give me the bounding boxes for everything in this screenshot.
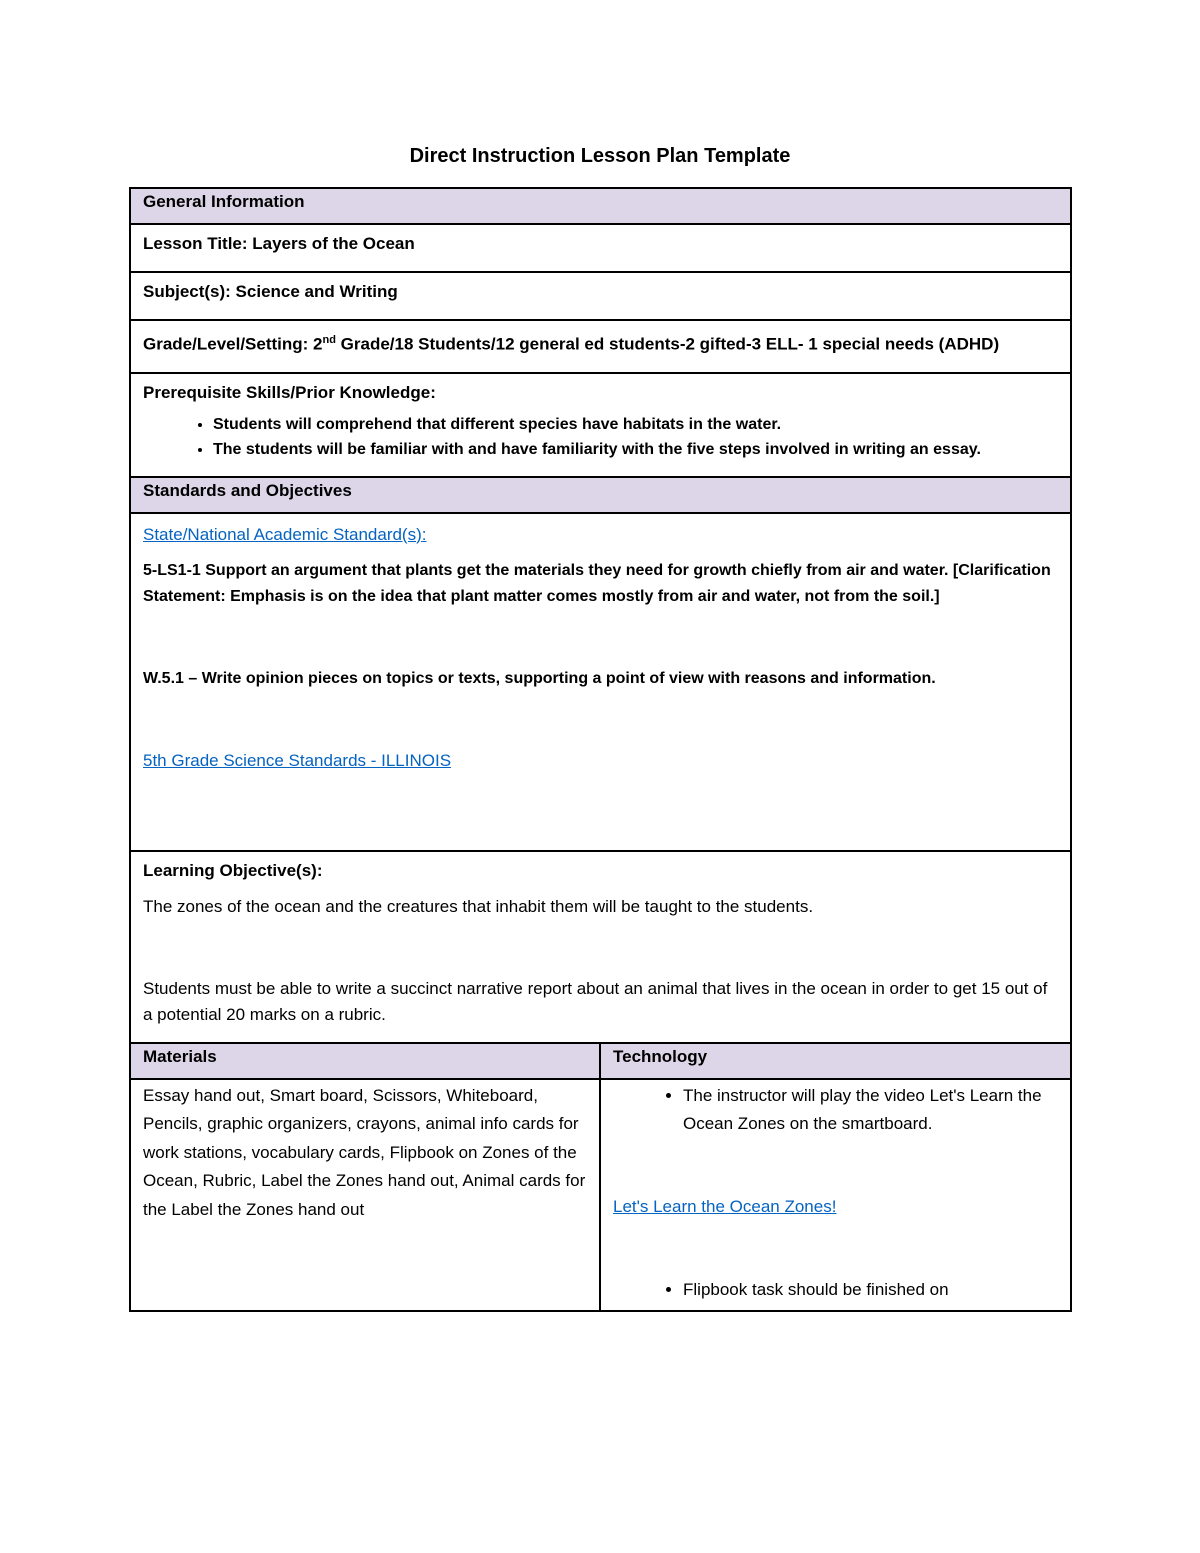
materials-list: Essay hand out, Smart board, Scissors, Whiteboard, Pencils, graphic organizers, crayons, animal info cards for work stations, vocabulary cards, Flipbook on Zones of the Ocean, Rubric, Label the Zones hand out, Animal cards for the Label the Zones hand out [130, 1079, 600, 1311]
materials-heading: Materials [130, 1043, 600, 1079]
technology-heading: Technology [600, 1043, 1071, 1079]
prerequisite-row [130, 373, 1071, 477]
ocean-zones-video-link[interactable]: Let's Learn the Ocean Zones! [613, 1196, 837, 1216]
state-standards-link[interactable]: State/National Academic Standard(s): [143, 524, 427, 544]
technology-list-2 [613, 1276, 1058, 1304]
subjects: Subject(s): Science and Writing [130, 272, 1071, 320]
objective-2: Students must be able to write a succinct narrative report about an animal that lives in the ocean in order to get 15 out of a potential 20 marks on a rubric. [143, 978, 1048, 1024]
standard-w-5-1: W.5.1 – Write opinion pieces on topics or texts, supporting a point of view with reasons and information. [143, 669, 936, 687]
grade-level-row [130, 320, 1071, 373]
lesson-title-row [130, 224, 1071, 272]
objectives-cell [130, 851, 1071, 1043]
prerequisite-item: • Students will comprehend that different species have habitats in the water. [213, 412, 1058, 437]
lesson-title: Lesson Title: Layers of the Ocean [130, 224, 1071, 272]
objectives-row [130, 851, 1071, 1043]
standards-header-row [130, 477, 1071, 513]
grade-rest: Grade/18 Students/12 general ed students-2 gifted-3 ELL- 1 special needs (ADHD) [335, 334, 1000, 354]
general-information-header-row [130, 188, 1071, 224]
grade-prefix: Grade/Level/Setting: 2 [143, 334, 323, 354]
objective-1: The zones of the ocean and the creatures that inhabit them will be taught to the students. [143, 896, 814, 916]
standards-row [130, 513, 1071, 851]
subjects-row [130, 272, 1071, 320]
prerequisite-cell [130, 373, 1071, 477]
illinois-standards-link[interactable]: 5th Grade Science Standards - ILLINOIS [143, 750, 452, 770]
general-information-heading: General Information [130, 188, 1071, 224]
prerequisite-label: Prerequisite Skills/Prior Knowledge: [143, 382, 436, 402]
standard-5-ls1-1: 5-LS1-1 Support an argument that plants get the materials they need for growth chiefly from air and water. [Clarification Statement: Emphasis is on the idea that plant matter comes mostly from air and water, not from the soil.] [143, 561, 1051, 605]
prerequisite-list [143, 412, 1058, 462]
document-title: Direct Instruction Lesson Plan Template [409, 145, 791, 167]
technology-item: • Flipbook task should be finished on [683, 1276, 1058, 1304]
grade-level-setting [130, 320, 1071, 373]
standards-cell [130, 513, 1071, 851]
technology-cell [600, 1079, 1071, 1311]
standards-heading: Standards and Objectives [130, 477, 1071, 513]
technology-item: • The instructor will play the video Let's Learn the Ocean Zones on the smartboard. [683, 1082, 1058, 1138]
materials-technology-header-row [130, 1043, 1071, 1079]
lesson-plan-table [129, 187, 1072, 1312]
materials-technology-row [130, 1079, 1071, 1311]
prerequisite-item: • The students will be familiar with and have familiarity with the five steps involved in writing an essay. [213, 437, 1058, 462]
technology-list-1 [613, 1082, 1058, 1138]
grade-superscript: nd [322, 334, 336, 346]
objectives-label: Learning Objective(s): [143, 860, 323, 880]
